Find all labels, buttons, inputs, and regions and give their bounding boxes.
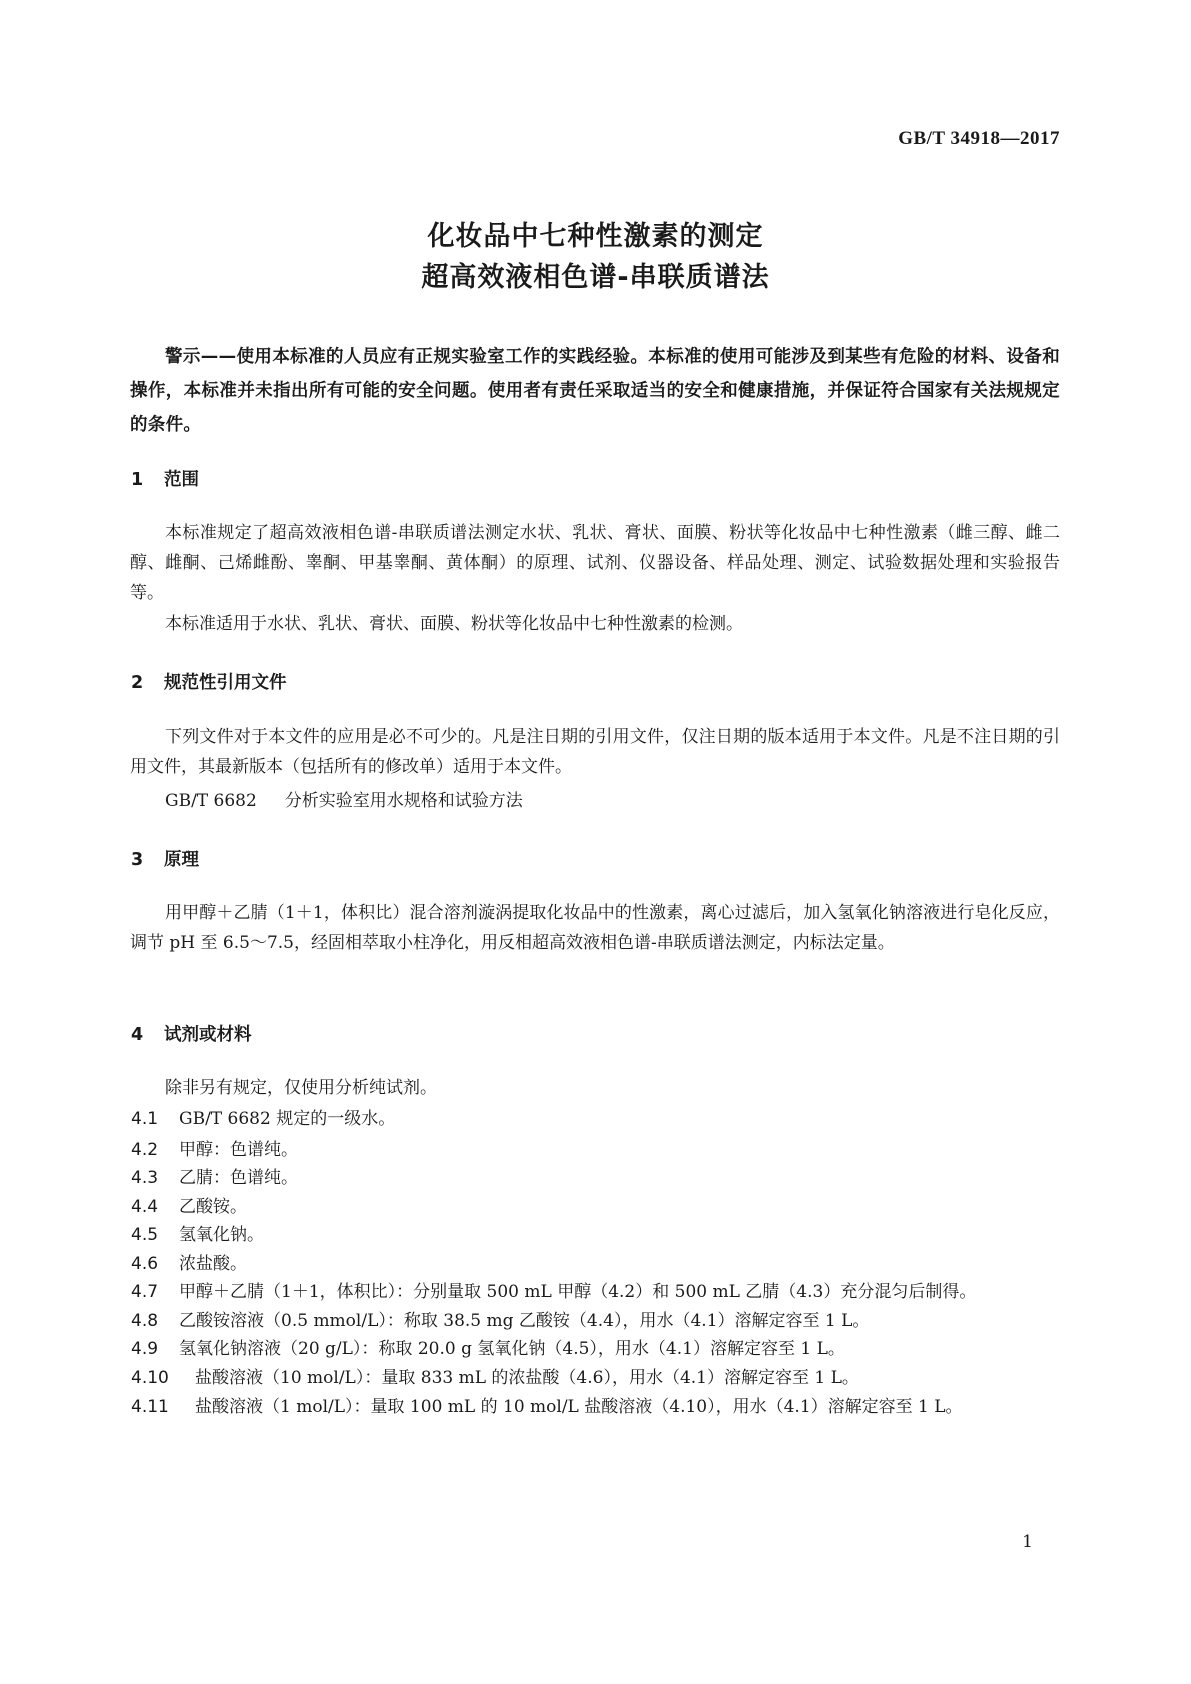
reagent-item xyxy=(131,1135,298,1160)
section-title: 试剂或材料 xyxy=(164,1025,252,1045)
reagents-intro: 除非另有规定，仅使用分析纯试剂。 xyxy=(165,1078,437,1098)
item-text: GB/T 6682 规定的一级水。 xyxy=(179,1109,396,1129)
section-heading-principle xyxy=(131,846,199,871)
safety-warning: 警示——使用本标准的人员应有正规实验室工作的实践经验。本标准的使用可能涉及到某些有危险的材料、设备和操作，本标准并未指出所有可能的安全问题。使用者有责任采取适当的安全和健康措施，并保证符合国家有关法规规定的条件。 xyxy=(130,347,1060,435)
references-paragraph: 下列文件对于本文件的应用是必不可少的。凡是注日期的引用文件，仅注日期的版本适用于本文件。凡是不注日期的引用文件，其最新版本（包括所有的修改单）适用于本文件。 xyxy=(130,727,1060,777)
scope-paragraph-1: 本标准规定了超高效液相色谱-串联质谱法测定水状、乳状、膏状、面膜、粉状等化妆品中七种性激素（雌三醇、雌二醇、雌酮、己烯雌酚、睾酮、甲基睾酮、黄体酮）的原理、试剂、仪器设备、样品处理、测定、试验数据处理和实验报告等。 xyxy=(130,523,1060,603)
item-number: 4.6 xyxy=(131,1254,159,1274)
reagent-item xyxy=(131,1249,247,1274)
item-text: 浓盐酸。 xyxy=(179,1254,247,1274)
section-number: 4 xyxy=(131,1025,144,1045)
reagent-item xyxy=(131,1277,976,1302)
reference-code: GB/T 6682 xyxy=(165,791,257,811)
item-number: 4.8 xyxy=(131,1311,159,1331)
standard-code: GB/T 34918—2017 xyxy=(898,128,1060,149)
item-text: 甲醇：色谱纯。 xyxy=(179,1140,298,1160)
item-number: 4.3 xyxy=(131,1168,159,1188)
reagent-item xyxy=(131,1392,963,1417)
section-number: 1 xyxy=(131,470,144,490)
item-number: 4.9 xyxy=(131,1339,159,1359)
item-number: 4.7 xyxy=(131,1282,159,1302)
item-text: 氢氧化钠。 xyxy=(179,1225,264,1245)
section-heading-reagents xyxy=(131,1021,252,1046)
section-number: 2 xyxy=(131,673,144,693)
item-text: 乙酸铵。 xyxy=(179,1197,247,1217)
section-number: 3 xyxy=(131,850,144,870)
section-heading-normative-references xyxy=(131,669,287,694)
item-number: 4.10 xyxy=(131,1368,169,1388)
section-title: 范围 xyxy=(164,470,199,490)
item-text: 盐酸溶液（10 mol/L）：量取 833 mL 的浓盐酸（4.6），用水（4.1）溶解定容至 1 L。 xyxy=(195,1368,859,1388)
item-number: 4.2 xyxy=(131,1140,159,1160)
section-title: 原理 xyxy=(164,850,199,870)
reagent-item xyxy=(131,1306,869,1331)
page-number: 1 xyxy=(1022,1532,1033,1552)
reagent-item xyxy=(131,1192,247,1217)
reagent-item xyxy=(131,1104,395,1129)
document-title-line2: 超高效液相色谱-串联质谱法 xyxy=(421,262,770,293)
item-number: 4.5 xyxy=(131,1225,159,1245)
item-number: 4.1 xyxy=(131,1109,159,1129)
reagent-item xyxy=(131,1220,264,1245)
item-text: 乙酸铵溶液（0.5 mmol/L）：称取 38.5 mg 乙酸铵（4.4），用水（4.1）溶解定容至 1 L。 xyxy=(179,1311,870,1331)
section-title: 规范性引用文件 xyxy=(164,673,287,693)
item-text: 甲醇＋乙腈（1＋1，体积比）：分别量取 500 mL 甲醇（4.2）和 500 mL 乙腈（4.3）充分混匀后制得。 xyxy=(179,1282,977,1302)
item-number: 4.11 xyxy=(131,1397,169,1417)
item-number: 4.4 xyxy=(131,1197,159,1217)
reagent-item xyxy=(131,1363,859,1388)
principle-paragraph: 用甲醇＋乙腈（1＋1，体积比）混合溶剂漩涡提取化妆品中的性激素，离心过滤后，加入氢氧化钠溶液进行皂化反应，调节 pH 至 6.5～7.5，经固相萃取小柱净化，用反相超高效液相色谱-串联质谱法测定，内标法定量。 xyxy=(130,903,1060,953)
item-text: 乙腈：色谱纯。 xyxy=(179,1168,298,1188)
item-text: 盐酸溶液（1 mol/L）：量取 100 mL 的 10 mol/L 盐酸溶液（4.10），用水（4.1）溶解定容至 1 L。 xyxy=(195,1397,963,1417)
reference-entry xyxy=(165,786,523,811)
document-title-line1: 化妆品中七种性激素的测定 xyxy=(427,221,764,252)
section-heading-scope xyxy=(131,466,199,491)
reagent-item xyxy=(131,1163,298,1188)
item-text: 氢氧化钠溶液（20 g/L）：称取 20.0 g 氢氧化钠（4.5），用水（4.1）溶解定容至 1 L。 xyxy=(179,1339,845,1359)
scope-paragraph-2: 本标准适用于水状、乳状、膏状、面膜、粉状等化妆品中七种性激素的检测。 xyxy=(165,614,743,634)
reagent-item xyxy=(131,1334,845,1359)
reference-title: 分析实验室用水规格和试验方法 xyxy=(284,791,523,811)
